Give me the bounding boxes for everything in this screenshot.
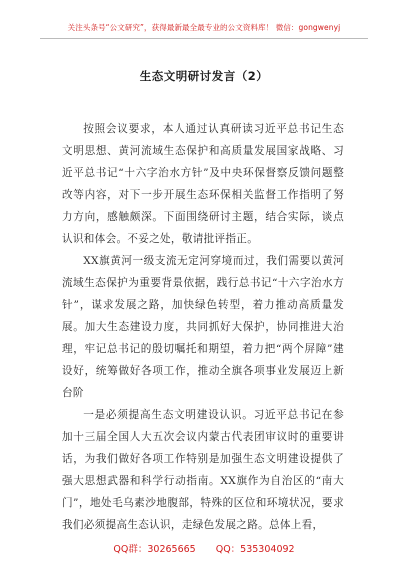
footer-qq-group: QQ群：30265665 xyxy=(113,544,196,555)
paragraph-3: 一是必须提高生态文明建设认识。习近平总书记在参加十三届全国人大五次会议内蒙古代表团审议时的重要讲话，为我们做好各项工作特别是加强生态文明建设提供了强大思想武器和科学行动指南。XX旗作为自治区的“南大门”，地处毛乌素沙地腹部，特殊的区位和环境状况，要求我们必须提高生态认识，走绿色发展之路。总体上看， xyxy=(62,409,344,531)
paragraph-1: 按照会议要求，本人通过认真研读习近平总书记生态文明思想、黄河流域生态保护和高质量发展国家战略、习近平总书记“十六字治水方针”及中央环保督察反馈问题整改等内容，对下一步开展生态环保相关监督工作指明了努力方向，感触颇深。下面围绕研讨主题，结合实际，谈点认识和体会。不妥之处，敬请批评指正。 xyxy=(62,123,344,245)
footer-qq-number: QQ：535304092 xyxy=(215,544,295,555)
header-divider xyxy=(40,38,368,39)
document-body xyxy=(62,118,344,536)
header-banner: 关注头条号“公文研究”，获得最新最全最专业的公文资料库！ 微信：gongwenyj xyxy=(67,23,341,32)
paragraph-2: XX旗黄河一级支流无定河穿境而过，我们需要以黄河流域生态保护为重要背景依据，践行总书记“十六字治水方针”，谋求发展之路，加快绿色转型，着力推动高质量发展。加大生态建设力度，共同抓好大保护，协同推进大治理，牢记总书记的殷切嘱托和期望，着力把“两个屏障”建设好，统筹做好各项工作，推动全旗各项事业发展迈上新台阶 xyxy=(62,255,344,399)
footer-contact xyxy=(0,541,408,555)
document-title: 生态文明研讨发言（2） xyxy=(139,69,269,83)
